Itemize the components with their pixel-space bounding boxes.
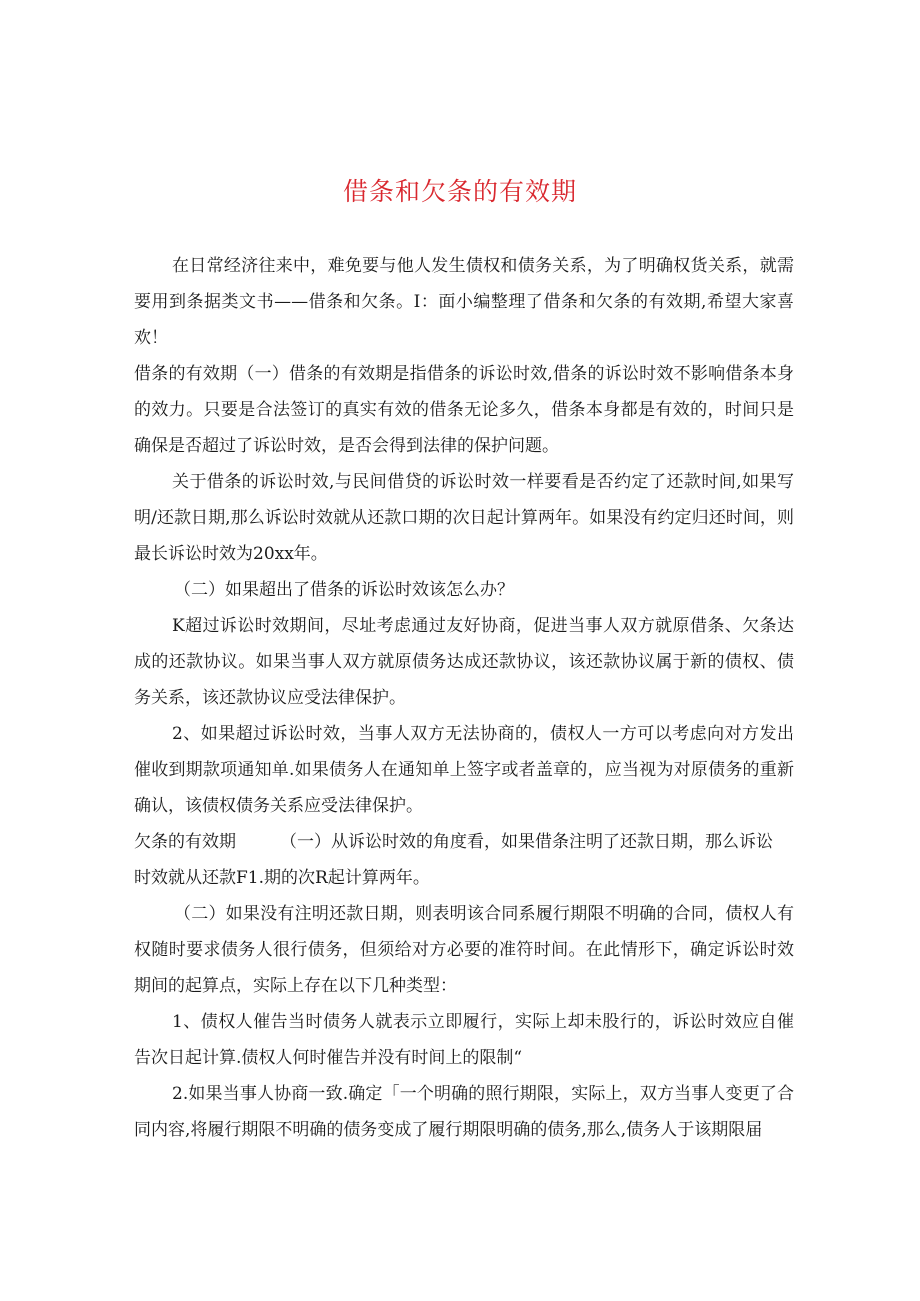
iou-first-line: （一）从诉讼时效的角度看，如果借条注明了还款日期，那么诉讼 xyxy=(280,832,773,852)
paragraph-iou-validity xyxy=(134,824,794,860)
paragraph-loan-expired-1: K超过诉讼时效期间，尽址考虑通过友好协商，促进当事人双方就原借条、欠条达成的还款协议。如果当事人双方就原债务达成还款协议，该还款协议属于新的债权、债务关系，该还款协议应受法律保护。 xyxy=(134,616,794,708)
document-title: 借条和欠条的有效期 xyxy=(342,177,577,206)
paragraph-loan-expired-2: 2、如果超过诉讼时效，当事人双方无法协商的，债权人一方可以考虑向对方发出催收到期款项通知单.如果债务人在通知单上签字或者盖章的，应当视为对原债务的重新确认，该债权债务关系应受法律保护。 xyxy=(134,724,794,816)
paragraph-loan-validity: 借条的有效期（一）借条的有效期是指借条的诉讼时效,借条的诉讼时效不影响借条本身的效力。只要是合法签订的真实有效的借条无论多久，借条本身都是有效的，时间只是确保是否超过了诉讼时效，是否会得到法律的保护问题。 xyxy=(134,364,794,456)
iou-heading: 欠条的有效期 xyxy=(134,832,236,852)
paragraph-loan-limitation: 关于借条的诉讼时效,与民间借贷的诉讼时效一样要看是否约定了还款时间,如果写明/还款日期,那么诉讼时效就从还款口期的次日起计算两年。如果没有约定归还时间，则最长诉讼时效为20xx年。 xyxy=(134,472,794,564)
paragraph-iou-type-1: 1、债权人催告当时债务人就表示立即履行，实际上却未股行的，诉讼时效应自催告次日起计算.债权人何时催告并没有时间上的限制“ xyxy=(134,1012,794,1068)
document-body xyxy=(134,248,794,1148)
paragraph-iou-validity-cont: 时效就从还款F1.期的次R起计算两年。 xyxy=(134,868,430,888)
paragraph-iou-no-date: （二）如果没有注明还款日期，则表明该合同系履行期限不明确的合同，债权人有权随时要求债务人很行债务，但须给对方必要的准符时间。在此情形下，确定诉讼时效期间的起算点，实际上存在以下几种类型： xyxy=(134,904,794,996)
paragraph-loan-expired-heading: （二）如果超出了借条的诉讼时效该怎么办？ xyxy=(174,580,514,600)
paragraph-intro: 在日常经济往来中，难免要与他人发生债权和债务关系，为了明确权货关系，就需要用到条据类文书——借条和欠条。I：面小编整理了借条和欠条的有效期,希望大家喜欢！ xyxy=(134,256,794,348)
paragraph-iou-type-2: 2.如果当事人协商一致.确定「一个明确的照行期限，实际上，双方当事人变更了合同内容,将履行期限不明确的债务变成了履行期限明确的债务,那么,债务人于该期限届 xyxy=(134,1084,794,1140)
